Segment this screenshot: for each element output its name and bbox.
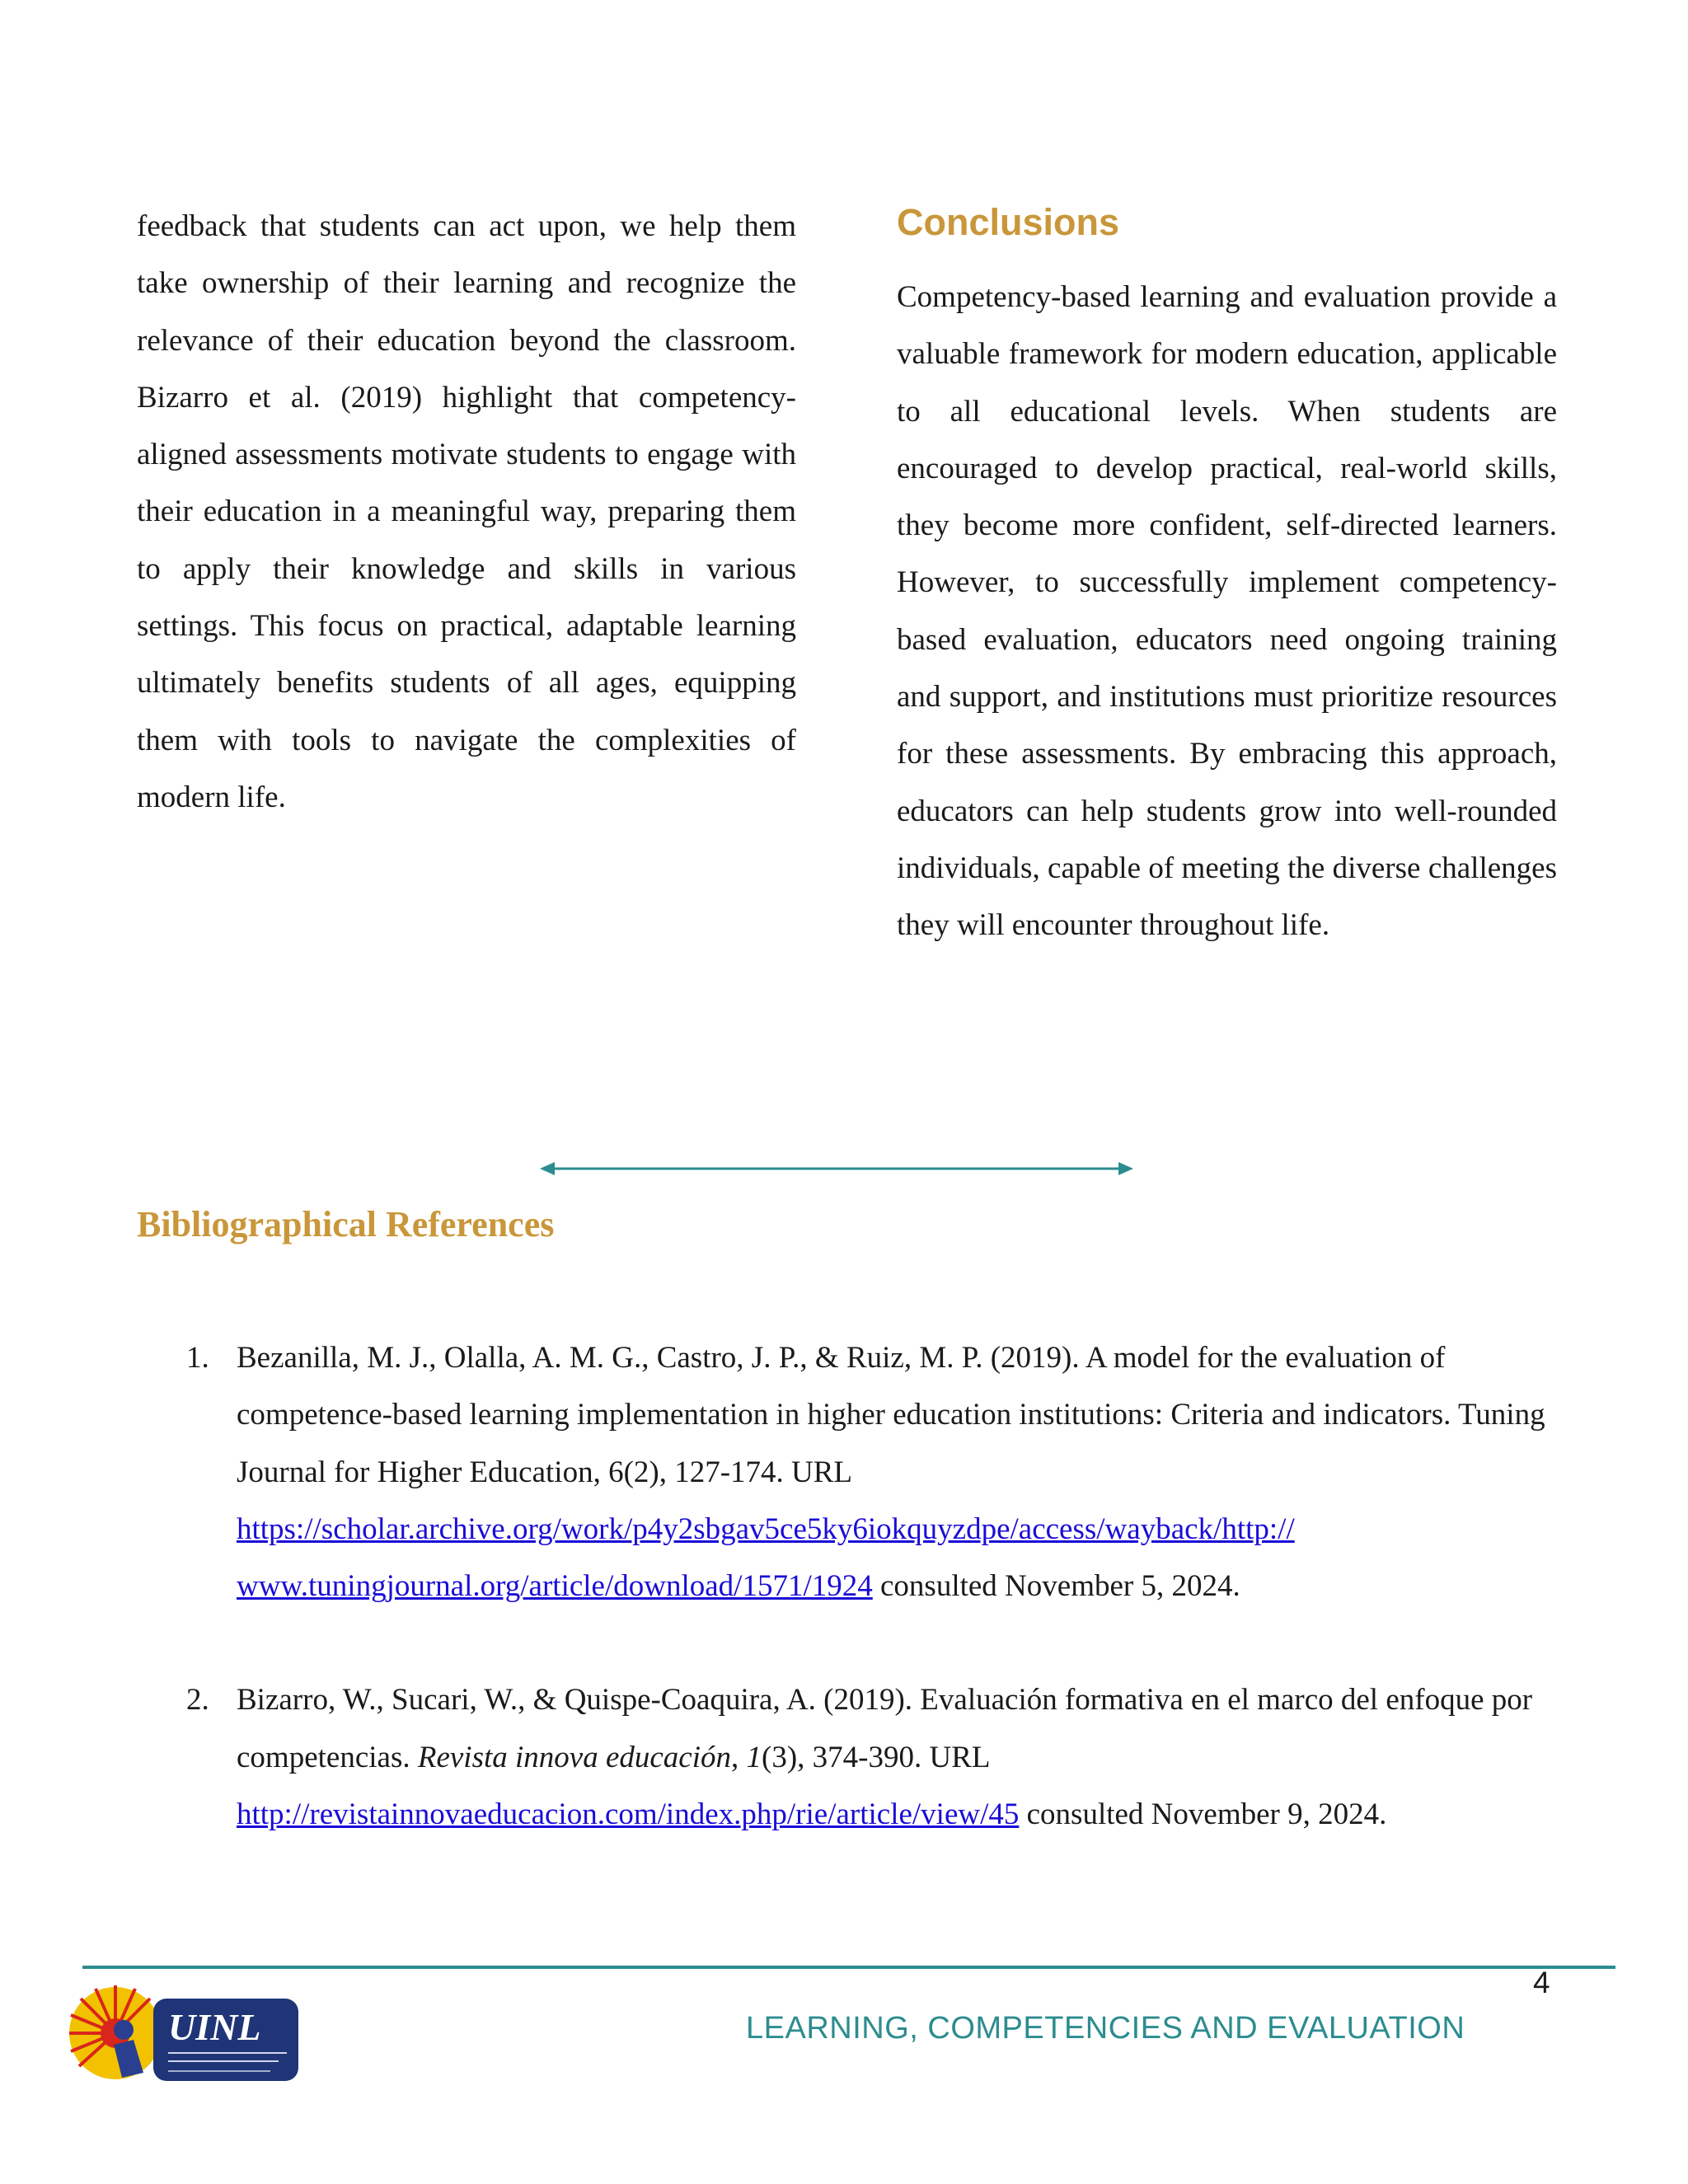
reference-text: Bezanilla, M. J., Olalla, A. M. G., Castro, J. P., & Ruiz, M. P. (2019). A model for the evaluation of competence-based learning implementation in higher education institutions: Criteria and indicators. Tuning Journal for Higher Education, 6(2), 127-174. URL [237, 1341, 1545, 1489]
conclusions-paragraph: Competency-based learning and evaluation provide a valuable framework for modern education, applicable to all educational levels. When students are encouraged to develop practical, real-world skills, they become more confident, self-directed learners. However, to successfully implement competency-based evaluation, educators need ongoing training and support, and institutions must prioritize resources for these assessments. By embracing this approach, educators can help students grow into well-rounded individuals, capable of meeting the diverse challenges they will encounter throughout life. [897, 280, 1557, 943]
footer-rule [82, 1966, 1615, 1969]
double-arrow-divider [540, 1152, 1133, 1185]
reference-journal: Revista innova educación [417, 1740, 732, 1774]
left-column-paragraph: feedback that students can act upon, we help them take ownership of their learning and recognize the relevance of their education beyond the classroom. Bizarro et al. (2019) highlight that competency-aligned assessments motivate students to engage with their education in a meaningful way, preparing them to apply their knowledge and skills in various settings. This focus on practical, adaptable learning ultimately benefits students of all ages, equipping them with tools to navigate the complexities of modern life. [137, 209, 796, 814]
university-logo [64, 1974, 303, 2089]
running-title: LEARNING, COMPETENCIES AND EVALUATION [746, 2011, 1465, 2046]
sun-rays-icon [69, 1985, 162, 2079]
page-number: 4 [1533, 1966, 1550, 1999]
conclusions-heading: Conclusions [897, 201, 1120, 243]
reference-volume: 1 [746, 1740, 762, 1774]
svg-text:UINL: UINL [168, 2006, 261, 2048]
reference-number: 2. [186, 1683, 209, 1718]
references-heading: Bibliographical References [137, 1204, 555, 1244]
reference-item: 2. Bizarro, W., Sucari, W., & Quispe-Coaquira, A. (2019). Evaluación formativa en el marco del enfoque por competencias. Revista innova educación, 1(3), 374-390. URL http://revistainnovaeducacion.com/index.php/rie/article/view/45 consulted November 9, 2024. [137, 1671, 1563, 1843]
reference-consulted: consulted November 9, 2024. [1026, 1797, 1387, 1832]
reference-text: Bizarro, W., Sucari, W., & Quispe-Coaquira, A. (2019). Evaluación formativa en el marco del enfoque por competencias. [237, 1683, 1533, 1774]
reference-number: 1. [186, 1341, 209, 1375]
reference-item [137, 1329, 1563, 1615]
reference-link[interactable]: https://scholar.archive.org/work/p4y2sbgav5ce5ky6iokquyzdpe/access/wayback/http:// www.tuningjournal.org/article/download/1571/1924 [237, 1511, 1295, 1604]
reference-consulted: consulted November 5, 2024. [880, 1569, 1240, 1604]
references-list [137, 1329, 1563, 1900]
reference-issue-pages: (3), 374-390. URL [762, 1740, 990, 1774]
reference-link[interactable]: http://revistainnovaeducacion.com/index.php/rie/article/view/45 [237, 1797, 1020, 1832]
